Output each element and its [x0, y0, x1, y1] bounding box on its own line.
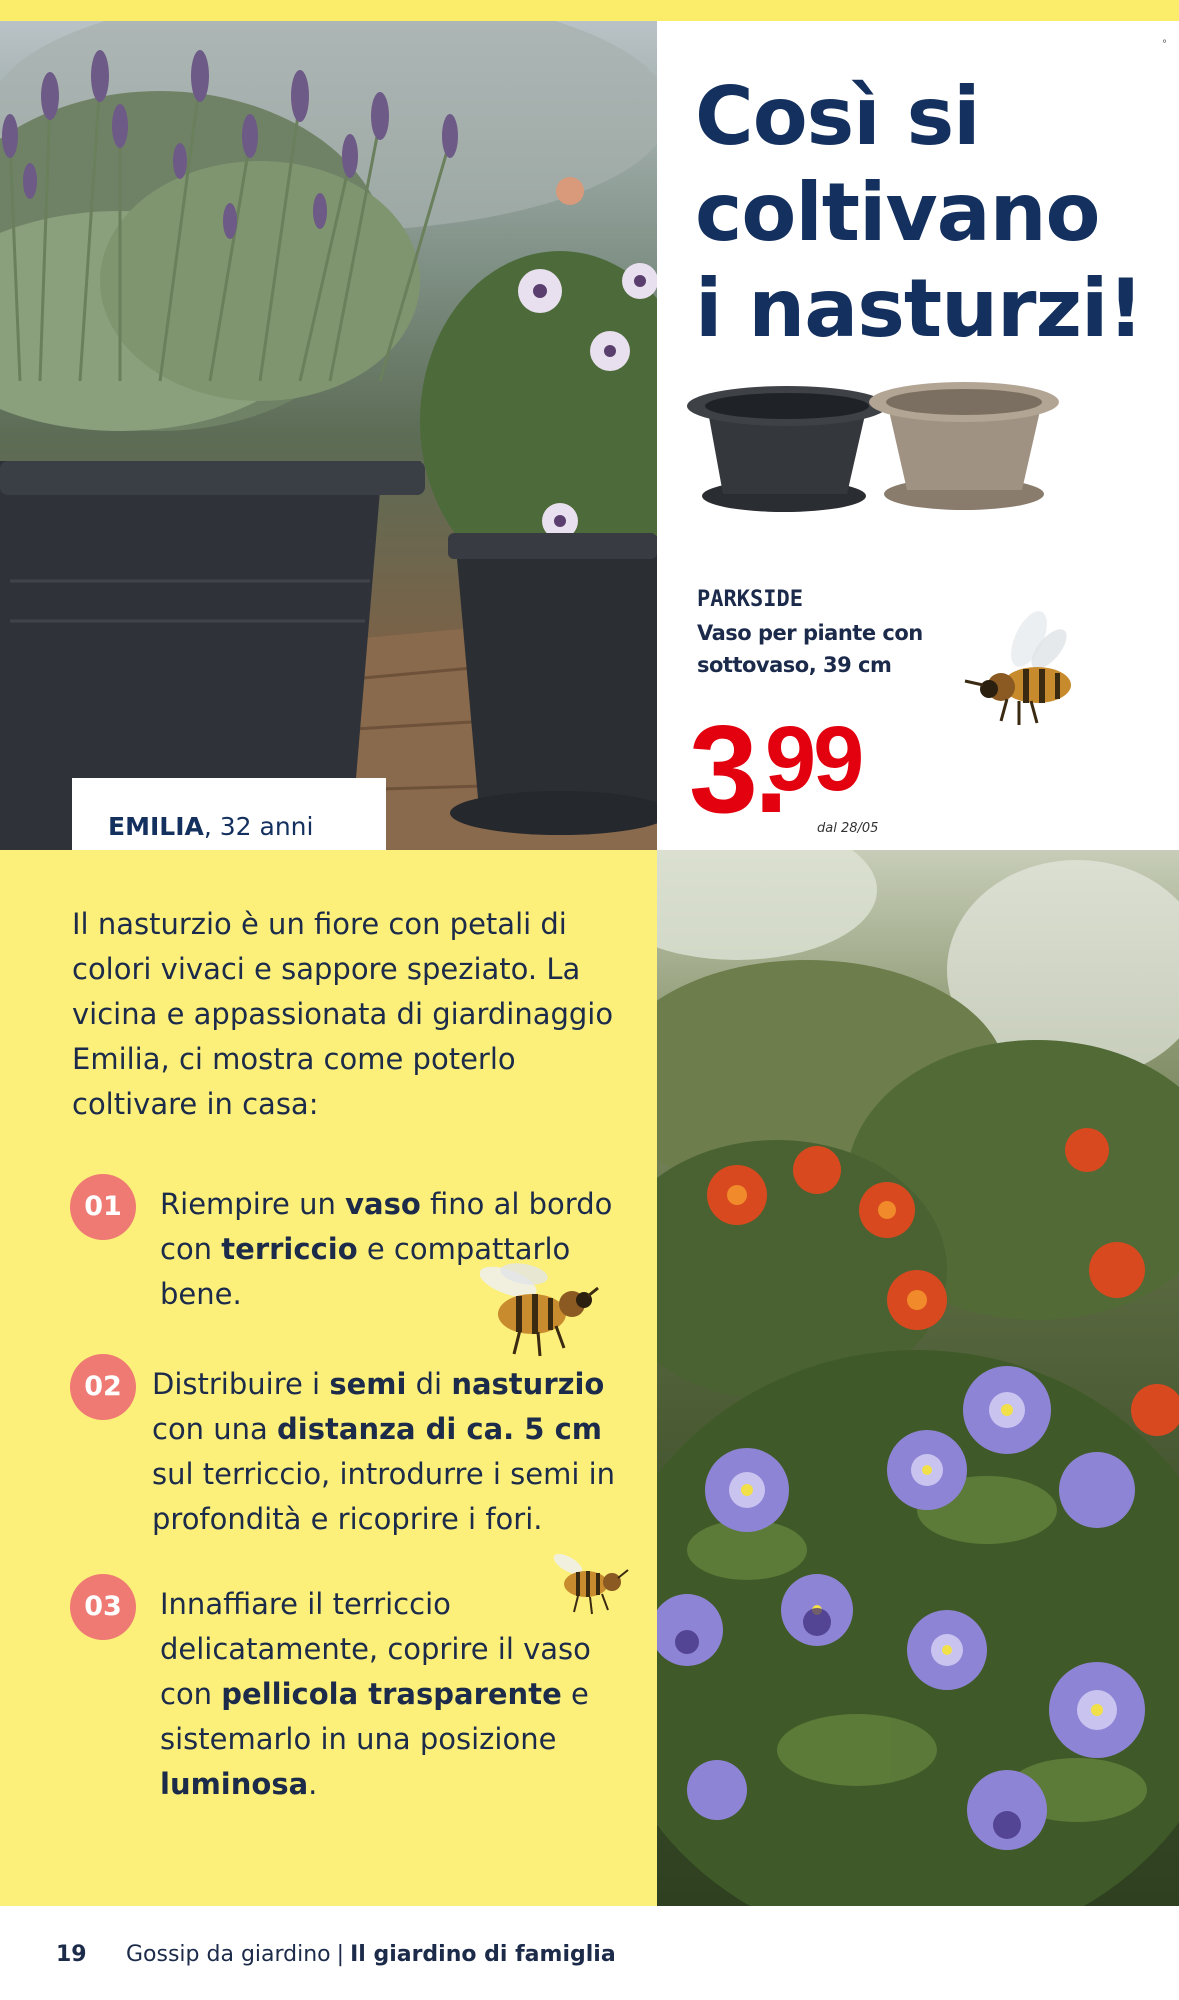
step-text: Distribuire i semi di nasturzio con una distanza di ca. 5 cm sul terriccio, introdurre i semi in profondità e ricoprire i fori. [152, 1367, 616, 1536]
product-brand: PARKSIDE [697, 587, 803, 612]
intro-paragraph: Il nasturzio è un fiore con petali di colori vivaci e sappore speziato. La vicina e appassionata di giardinaggio Emilia, ci mostra come poterlo coltivare in casa: [72, 907, 614, 1121]
instructions-panel [0, 850, 657, 1906]
title-line-2: coltivano [695, 166, 1100, 259]
price-integer: 3. [689, 701, 785, 839]
page-title [695, 69, 1165, 357]
availability-date: dal 28/05 [817, 821, 879, 836]
step-number-badge: 01 [70, 1174, 136, 1240]
lavender-pots-photo [0, 21, 657, 850]
bee-icon [480, 1252, 600, 1362]
profile-age: , 32 anni [203, 812, 314, 841]
flowers-photo [657, 850, 1179, 1906]
product-name-line-2: sottovaso, 39 cm [697, 653, 892, 677]
profile-name: EMILIA [108, 812, 204, 841]
top-yellow-strip [0, 0, 1179, 21]
step-text: Innaffiare il terriccio delicatamente, coprire il vaso con pellicola trasparente e sistemarlo in una posizione luminosa. [160, 1587, 591, 1801]
step-text: Riempire un vaso fino al bordo con terriccio e compattarlo bene. [160, 1187, 613, 1311]
step-number-badge: 03 [70, 1574, 136, 1640]
title-line-1: Così si [695, 70, 980, 163]
subsection-name: Il giardino di famiglia [350, 1942, 616, 1967]
headline-panel [657, 21, 1179, 850]
footer-section [126, 1942, 616, 1967]
step-number-badge: 02 [70, 1354, 136, 1420]
product-name-line-1: Vaso per piante con [697, 621, 923, 645]
page-footer [0, 1906, 1179, 2000]
section-name: Gossip da giardino [126, 1942, 331, 1967]
corner-mark: ° [1162, 39, 1167, 50]
plant-pots-product-image [687, 366, 1087, 566]
page-number: 19 [56, 1942, 87, 1967]
price-decimals: 99 [765, 708, 862, 810]
footer-separator: | [336, 1942, 345, 1967]
bee-icon [957, 611, 1087, 741]
title-line-3: i nasturzi! [695, 262, 1143, 355]
